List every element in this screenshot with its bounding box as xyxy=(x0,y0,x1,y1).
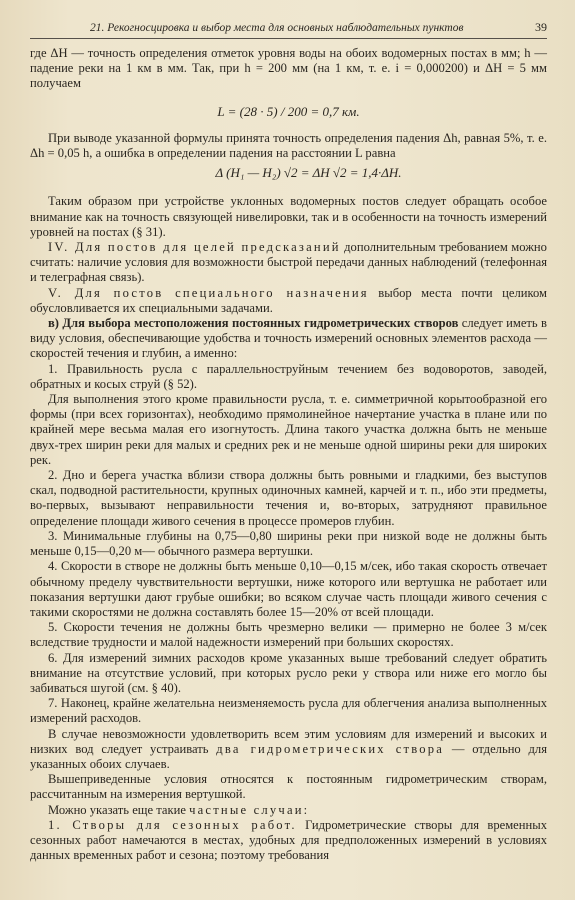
paragraph-special-cases xyxy=(30,803,547,818)
paragraph-gauging-sections xyxy=(30,316,547,362)
list-item: 1. Правильность русла с параллельноструйным течением без водоворотов, заводей, обратных и косых струй (§ 52). xyxy=(30,361,547,391)
paragraph-definition: где ΔH — точность определения отметок уровня воды на обоих водомерных постах в мм; h — падение реки на 1 км в мм. Так, при h = 200 мм (на 1 км, т. е. i = 0,000200) и ΔH = 5 мм получаем xyxy=(30,46,547,91)
forecast-posts-lead: IV. Для постов для целей предсказаний xyxy=(48,240,341,255)
list-item: 5. Скорости течения не должны быть чрезмерно велики — примерно не более 3 м/сек вследствие трудности и малой надежности измерений при больших скоростях. xyxy=(30,620,547,650)
special-cases-emphasis: частные случаи: xyxy=(189,802,310,817)
gauging-sections-lead: в) Для выбора местоположения постоянных гидрометрических створов xyxy=(48,316,459,331)
special-cases-text: Можно указать еще такие xyxy=(48,802,190,817)
list-item: 2. Дно и берега участка вблизи створа должны быть ровными и гладкими, без выступов скал, подводной растительности, крупных одиночных камней, карчей и т. п., ибо эти предметы, во-первых, вызывают неправильности течения и, во-вторых, затрудняют правильное определение площади живого сечения в процессе промеров глубин. xyxy=(30,468,547,528)
paragraph-special-posts xyxy=(30,286,547,316)
list-item: 7. Наконец, крайне желательна неизменяемость русла для облегчения анализа выполненных измерений расходов. xyxy=(30,696,547,726)
two-sections-text: В случае невозможности удовлетворить всем этим условиям для измерений и высоких и низких вод следует устраивать xyxy=(30,726,547,756)
page-text xyxy=(30,46,547,863)
gauging-sections-text: следует иметь в виду условия, обеспечивающие удобства и точность измерений основных элементов расхода — скоростей течения и глубин, а именно: xyxy=(30,316,547,361)
two-sections-tail: — отдельно для указанных обоих случаев. xyxy=(30,741,547,771)
special-posts-text: выбор места почти целиком обусловливается их специальными задачами. xyxy=(30,285,548,315)
two-sections-emphasis: два гидрометрических створа xyxy=(216,741,445,756)
list-item: 6. Для измерений зимних расходов кроме указанных выше требований следует обратить внимание на отсутствие условий, при которых русло реки у створа или ниже его могло бы забиваться шугой (см. § 40). xyxy=(30,650,547,695)
seasonal-sections-lead: 1. Створы для сезонных работ. xyxy=(48,817,297,832)
paragraph-slope-posts: Таким образом при устройстве уклонных водомерных постов следует обращать особое внимание как на точность связующей нивелировки, так и в особенности на точность измерений уровней на постах (§ 31). xyxy=(30,194,547,239)
paragraph-current-meter: Вышеприведенные условия относятся к постоянным гидрометрическим створам, рассчитанным на измерения вертушкой. xyxy=(30,772,547,802)
special-posts-lead: V. Для постов специального назначения xyxy=(48,285,369,300)
seasonal-sections-text: Гидрометрические створы для временных сезонных работ намечаются в местах, удобных для предположенных измерений в условиях данных временных работ и сезона; поэтому требования xyxy=(30,817,548,863)
paragraph-forecast-posts xyxy=(30,240,547,286)
running-title: 21. Рекогносцировка и выбор места для основных наблюдательных пунктов xyxy=(90,22,464,34)
paragraph-formula-derivation: При выводе указанной формулы принята точность определения падения Δh, равная 5%, т. е. Δh = 0,05 h, а ошибка в определении падения на расстоянии L равна xyxy=(30,130,547,161)
page-number: 39 xyxy=(535,20,547,34)
paragraph-two-sections xyxy=(30,727,547,773)
forecast-posts-text: дополнительным требованием можно считать: наличие условия для возможности быстрой передачи данных наблюдений (телефонная и телеграфная связь). xyxy=(30,240,547,285)
running-header xyxy=(30,20,547,39)
list-item-note: Для выполнения этого кроме правильности русла, т. е. симметричной корытообразной его формы (при всех горизонтах), необходимо прямолинейное начертание участка в плане или по крайней мере весьма малая его изогнутость. Длина такого участка должна быть не меньше двух-трех ширин реки для малых и средних рек и не меньше одной ширины реки для широких рек. xyxy=(30,392,547,467)
formula-length: L = (28 · 5) / 200 = 0,7 км. xyxy=(217,103,360,119)
formula-error: Δ (H₁ — H₂) √2 = ΔH √2 = 1,4·ΔH. xyxy=(215,165,402,181)
paragraph-seasonal-sections xyxy=(30,818,547,864)
list-item: 4. Скорости в створе не должны быть меньше 0,10—0,15 м/сек, ибо такая скорость отвечает обычному пределу чувствительности вертушки, ниже которого или вертушка не работает или показания вертушки дают грубые ошибки; во всяком случае часть площади живого сечения с такими скоростями не должна составлять более 15—20% от всей площади. xyxy=(30,559,547,619)
list-item: 3. Минимальные глубины на 0,75—0,80 ширины реки при низкой воде не должны быть меньше 0,15—0,20 м— обычного размера вертушки. xyxy=(30,528,547,559)
